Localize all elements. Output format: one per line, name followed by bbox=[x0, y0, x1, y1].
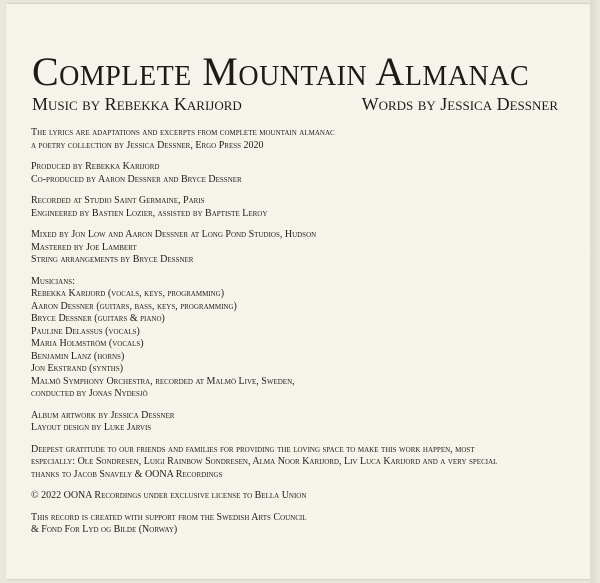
musician-entry: Pauline Delassus (vocals) bbox=[31, 325, 140, 337]
text-line: Produced by Rebekka Karijord bbox=[31, 161, 160, 172]
musician-entry: conducted by Jonas Nydesjö bbox=[31, 388, 148, 399]
text-line: Album artwork by Jessica Dessner bbox=[31, 409, 175, 421]
page-edge bbox=[590, 0, 600, 583]
text-line: © 2022 OONA Recordings under exclusive license to Bella Union bbox=[31, 490, 307, 501]
text-line: Mixed by Jon Low and Aaron Dessner at Long Pond Studios, Hudson bbox=[31, 229, 317, 240]
text-line: Mastered by Joe Lambert bbox=[31, 241, 137, 253]
musician-entry: Maria Holmström (vocals) bbox=[31, 338, 144, 349]
text-line: & Fond For Lyd og Bilde (Norway) bbox=[31, 524, 178, 535]
text-line: This record is created with support from the Swedish Arts Council bbox=[31, 511, 307, 523]
words-credit: Words by Jessica Dessner bbox=[361, 94, 558, 114]
musician-entry: Jon Ekstrand (synths) bbox=[31, 363, 124, 374]
text-line: String arrangements by Bryce Dessner bbox=[31, 254, 194, 265]
mixing-credits bbox=[31, 229, 576, 267]
text-line: Recorded at Studio Saint Germaine, Paris bbox=[31, 195, 205, 206]
musician-entry: Malmö Symphony Orchestra, recorded at Malmö Live, Sweden, bbox=[31, 375, 295, 387]
musician-entry: Bryce Dessner (guitars & piano) bbox=[31, 313, 165, 324]
music-credit: Music by Rebekka Karijord bbox=[32, 94, 242, 114]
musicians-list bbox=[31, 276, 576, 401]
text-line: especially: Ole Sondresen, Luigi Rainbow Sondresen, Alma Noor Karijord, Liv Luca Karijord and a very special bbox=[31, 456, 498, 467]
text-line: The lyrics are adaptations and excerpts from complete mountain almanac bbox=[31, 127, 335, 138]
support-notice bbox=[31, 512, 576, 537]
text-line: a poetry collection by Jessica Dessner, Ergo Press 2020 bbox=[31, 139, 264, 151]
text-line: thanks to Jacob Snavely & OONA Recordings bbox=[31, 468, 223, 480]
text-line: Layout design by Luke Jarvis bbox=[31, 422, 152, 433]
artwork-credits bbox=[31, 410, 576, 435]
album-title: Complete Mountain Almanac bbox=[32, 49, 530, 94]
text-line: Deepest gratitude to our friends and families for providing the loving space to make this work happen, most bbox=[31, 443, 475, 455]
gratitude-paragraph bbox=[31, 444, 576, 482]
production-credits bbox=[31, 161, 576, 186]
text-line: Co-produced by Aaron Dessner and Bryce Dessner bbox=[31, 173, 242, 185]
recording-credits bbox=[31, 195, 576, 220]
musician-entry: Rebekka Karijord (vocals, keys, programming) bbox=[31, 288, 225, 299]
musicians-heading: Musicians: bbox=[31, 275, 75, 287]
text-line: Engineered by Bastien Lozier, assisted by Baptiste Leroy bbox=[31, 207, 268, 219]
intro-paragraph bbox=[31, 127, 576, 152]
copyright-notice bbox=[31, 490, 576, 503]
musician-entry: Benjamin Lanz (horns) bbox=[31, 350, 125, 362]
liner-notes-body bbox=[31, 127, 576, 546]
musician-entry: Aaron Dessner (guitars, bass, keys, programming) bbox=[31, 300, 237, 312]
